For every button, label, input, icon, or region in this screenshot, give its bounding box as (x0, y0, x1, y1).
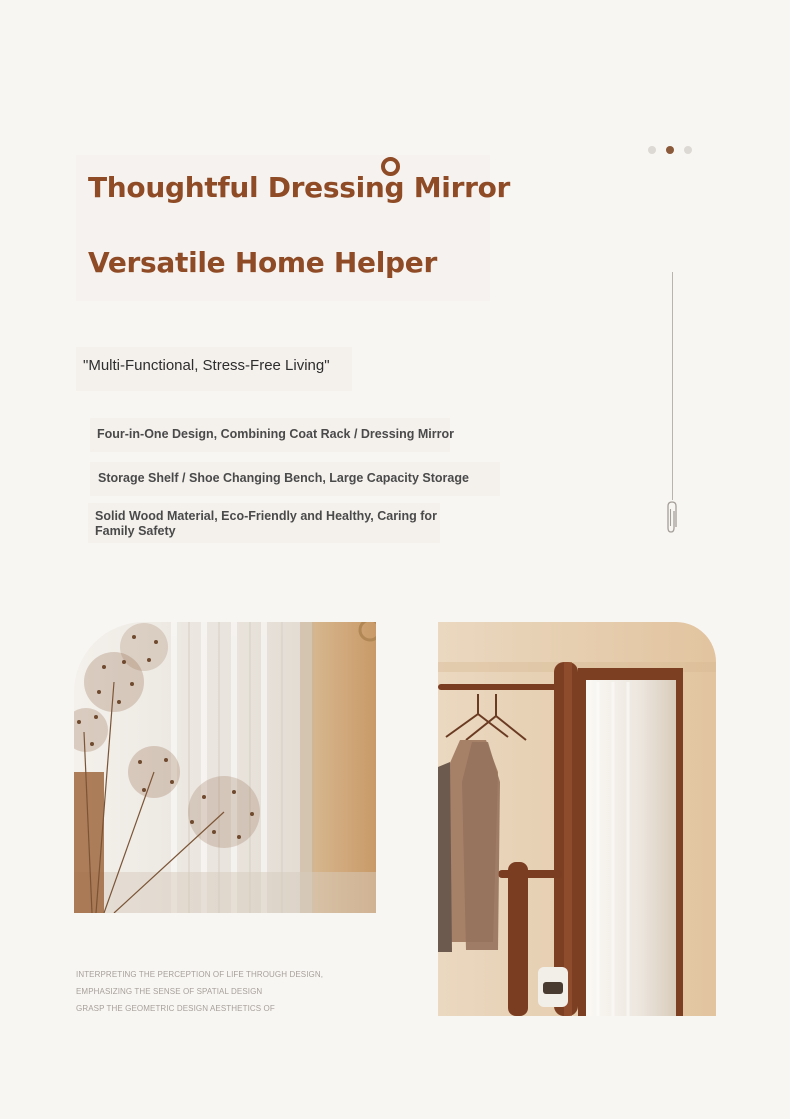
photo-dried-flowers-curtain (74, 622, 376, 913)
ring-icon (381, 157, 400, 176)
feature-item-1: Four-in-One Design, Combining Coat Rack / Dressing Mirror (97, 427, 454, 441)
design-caption (76, 966, 323, 1017)
feature-item-2: Storage Shelf / Shoe Changing Bench, Large Capacity Storage (98, 471, 469, 485)
carousel-dot-1[interactable] (648, 146, 656, 154)
carousel-dot-3[interactable] (684, 146, 692, 154)
photo-coat-rack-mirror (438, 622, 716, 1016)
caption-line-1: INTERPRETING THE PERCEPTION OF LIFE THROUGH DESIGN, (76, 970, 324, 979)
carousel-indicator (648, 146, 692, 154)
vertical-divider (672, 272, 673, 500)
heading-line-1: Thoughtful Dressing Mirror (88, 171, 511, 204)
carousel-dot-2-active[interactable] (666, 146, 674, 154)
caption-line-2: EMPHASIZING THE SENSE OF SPATIAL DESIGN (76, 987, 263, 996)
heading-line-2: Versatile Home Helper (88, 246, 437, 279)
tagline: "Multi-Functional, Stress-Free Living" (83, 357, 330, 374)
caption-line-3: GRASP THE GEOMETRIC DESIGN AESTHETICS OF (76, 1004, 275, 1013)
feature-item-3: Solid Wood Material, Eco-Friendly and Healthy, Caring for Family Safety (95, 509, 437, 538)
paperclip-icon (665, 499, 679, 540)
